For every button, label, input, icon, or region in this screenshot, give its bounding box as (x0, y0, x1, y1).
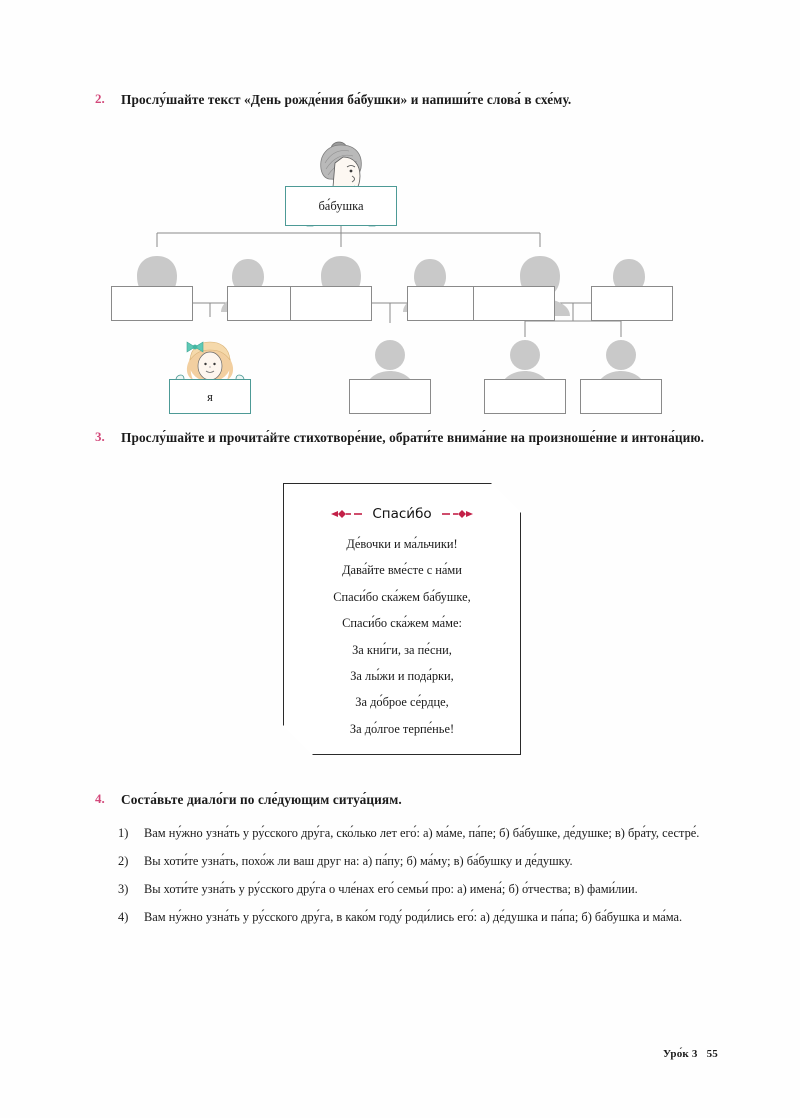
page-footer (663, 1048, 718, 1060)
list-item-number: 1) (118, 826, 129, 840)
poem-title: Спаси́бо (372, 506, 432, 522)
tree-box-empty-3[interactable] (290, 286, 372, 321)
list-item-text: Вы хоти́те узна́ть у ру́сского дру́га о чле́нах его́ семьи́ про: а) имена́; б) о́тчества; в) фами́лии. (144, 881, 638, 896)
poem-line: За кни́ги, за пе́сни, (352, 642, 452, 657)
list-item-number: 3) (118, 881, 129, 896)
poem-card (283, 483, 521, 755)
list-item (118, 880, 718, 899)
poem-line: За до́брое се́рдце, (355, 695, 449, 710)
exercise-3-number: 3. (95, 429, 105, 444)
list-item (118, 908, 718, 927)
poem-line: Спаси́бо ска́жем ба́бушке, (333, 589, 471, 604)
poem-line: За лы́жи и пода́рки, (350, 669, 454, 684)
family-tree-diagram (100, 125, 700, 404)
situations-list (118, 824, 718, 935)
tree-box-empty-5[interactable] (473, 286, 555, 321)
tree-box-empty-7[interactable] (349, 379, 431, 414)
exercise-4-number: 4. (95, 791, 105, 806)
list-item-number: 2) (118, 853, 129, 868)
list-item-text: Вам ну́жно узна́ть у ру́сского дру́га, ско́лько лет его́: а) ма́ме, па́пе; б) ба́бушке, де́душке; в) бра́ту, сестре́. (144, 826, 700, 840)
exercise-4-text: Соста́вьте диало́ги по сле́дующим ситуа́циям. (121, 792, 402, 807)
girl-illustration (187, 342, 233, 382)
tree-box-self[interactable] (169, 379, 251, 414)
exercise-3-text: Прослу́шайте и прочита́йте стихотворе́ние, обрати́те внима́ние на произноше́ние и интона́цию. (121, 430, 705, 445)
tree-silhouettes-adults (127, 256, 656, 316)
tree-box-grandmother-label: ба́бушка (318, 198, 364, 213)
tree-box-self-label: я (207, 389, 213, 404)
list-item (118, 824, 718, 843)
poem-line: Спаси́бо ска́жем ма́ме: (342, 616, 462, 631)
family-tree-svg (100, 125, 700, 395)
exercise-2-text: Прослу́шайте текст «День рожде́ния ба́бушки» и напиши́те слова́ в схе́му. (121, 92, 572, 107)
exercise-2-heading (95, 90, 715, 111)
poem-title-row (299, 506, 505, 522)
tree-box-empty-1[interactable] (111, 286, 193, 321)
list-item-text: Вы хоти́те узна́ть, похо́ж ли ваш друг на: а) па́пу; б) ма́му; в) ба́бушку и де́душку. (144, 853, 573, 868)
ornament-right-icon (439, 508, 473, 520)
poem-line: За до́лгое терпе́нье! (349, 721, 455, 736)
tree-box-empty-9[interactable] (580, 379, 662, 414)
tree-box-grandmother[interactable] (285, 186, 397, 226)
tree-box-empty-8[interactable] (484, 379, 566, 414)
list-item-text: Вам ну́жно узна́ть у ру́сского дру́га, в како́м году́ роди́лись его́: а) де́душка и па́па; б) ба́бушка и ма́ма. (144, 909, 683, 924)
list-item (118, 852, 718, 871)
poem-line: Дава́йте вме́сте с на́ми (342, 563, 462, 578)
footer-page-number: 55 (706, 1048, 718, 1060)
footer-lesson-label: Уро́к 3 (663, 1048, 698, 1060)
list-item-number: 4) (118, 909, 129, 924)
poem-line: Де́вочки и ма́льчики! (346, 537, 458, 551)
ornament-left-icon (331, 508, 365, 520)
tree-box-empty-6[interactable] (591, 286, 673, 321)
poem-card-content (283, 483, 521, 755)
exercise-4-heading (95, 790, 715, 811)
exercise-3-heading (95, 428, 715, 449)
exercise-2-number: 2. (95, 91, 105, 106)
